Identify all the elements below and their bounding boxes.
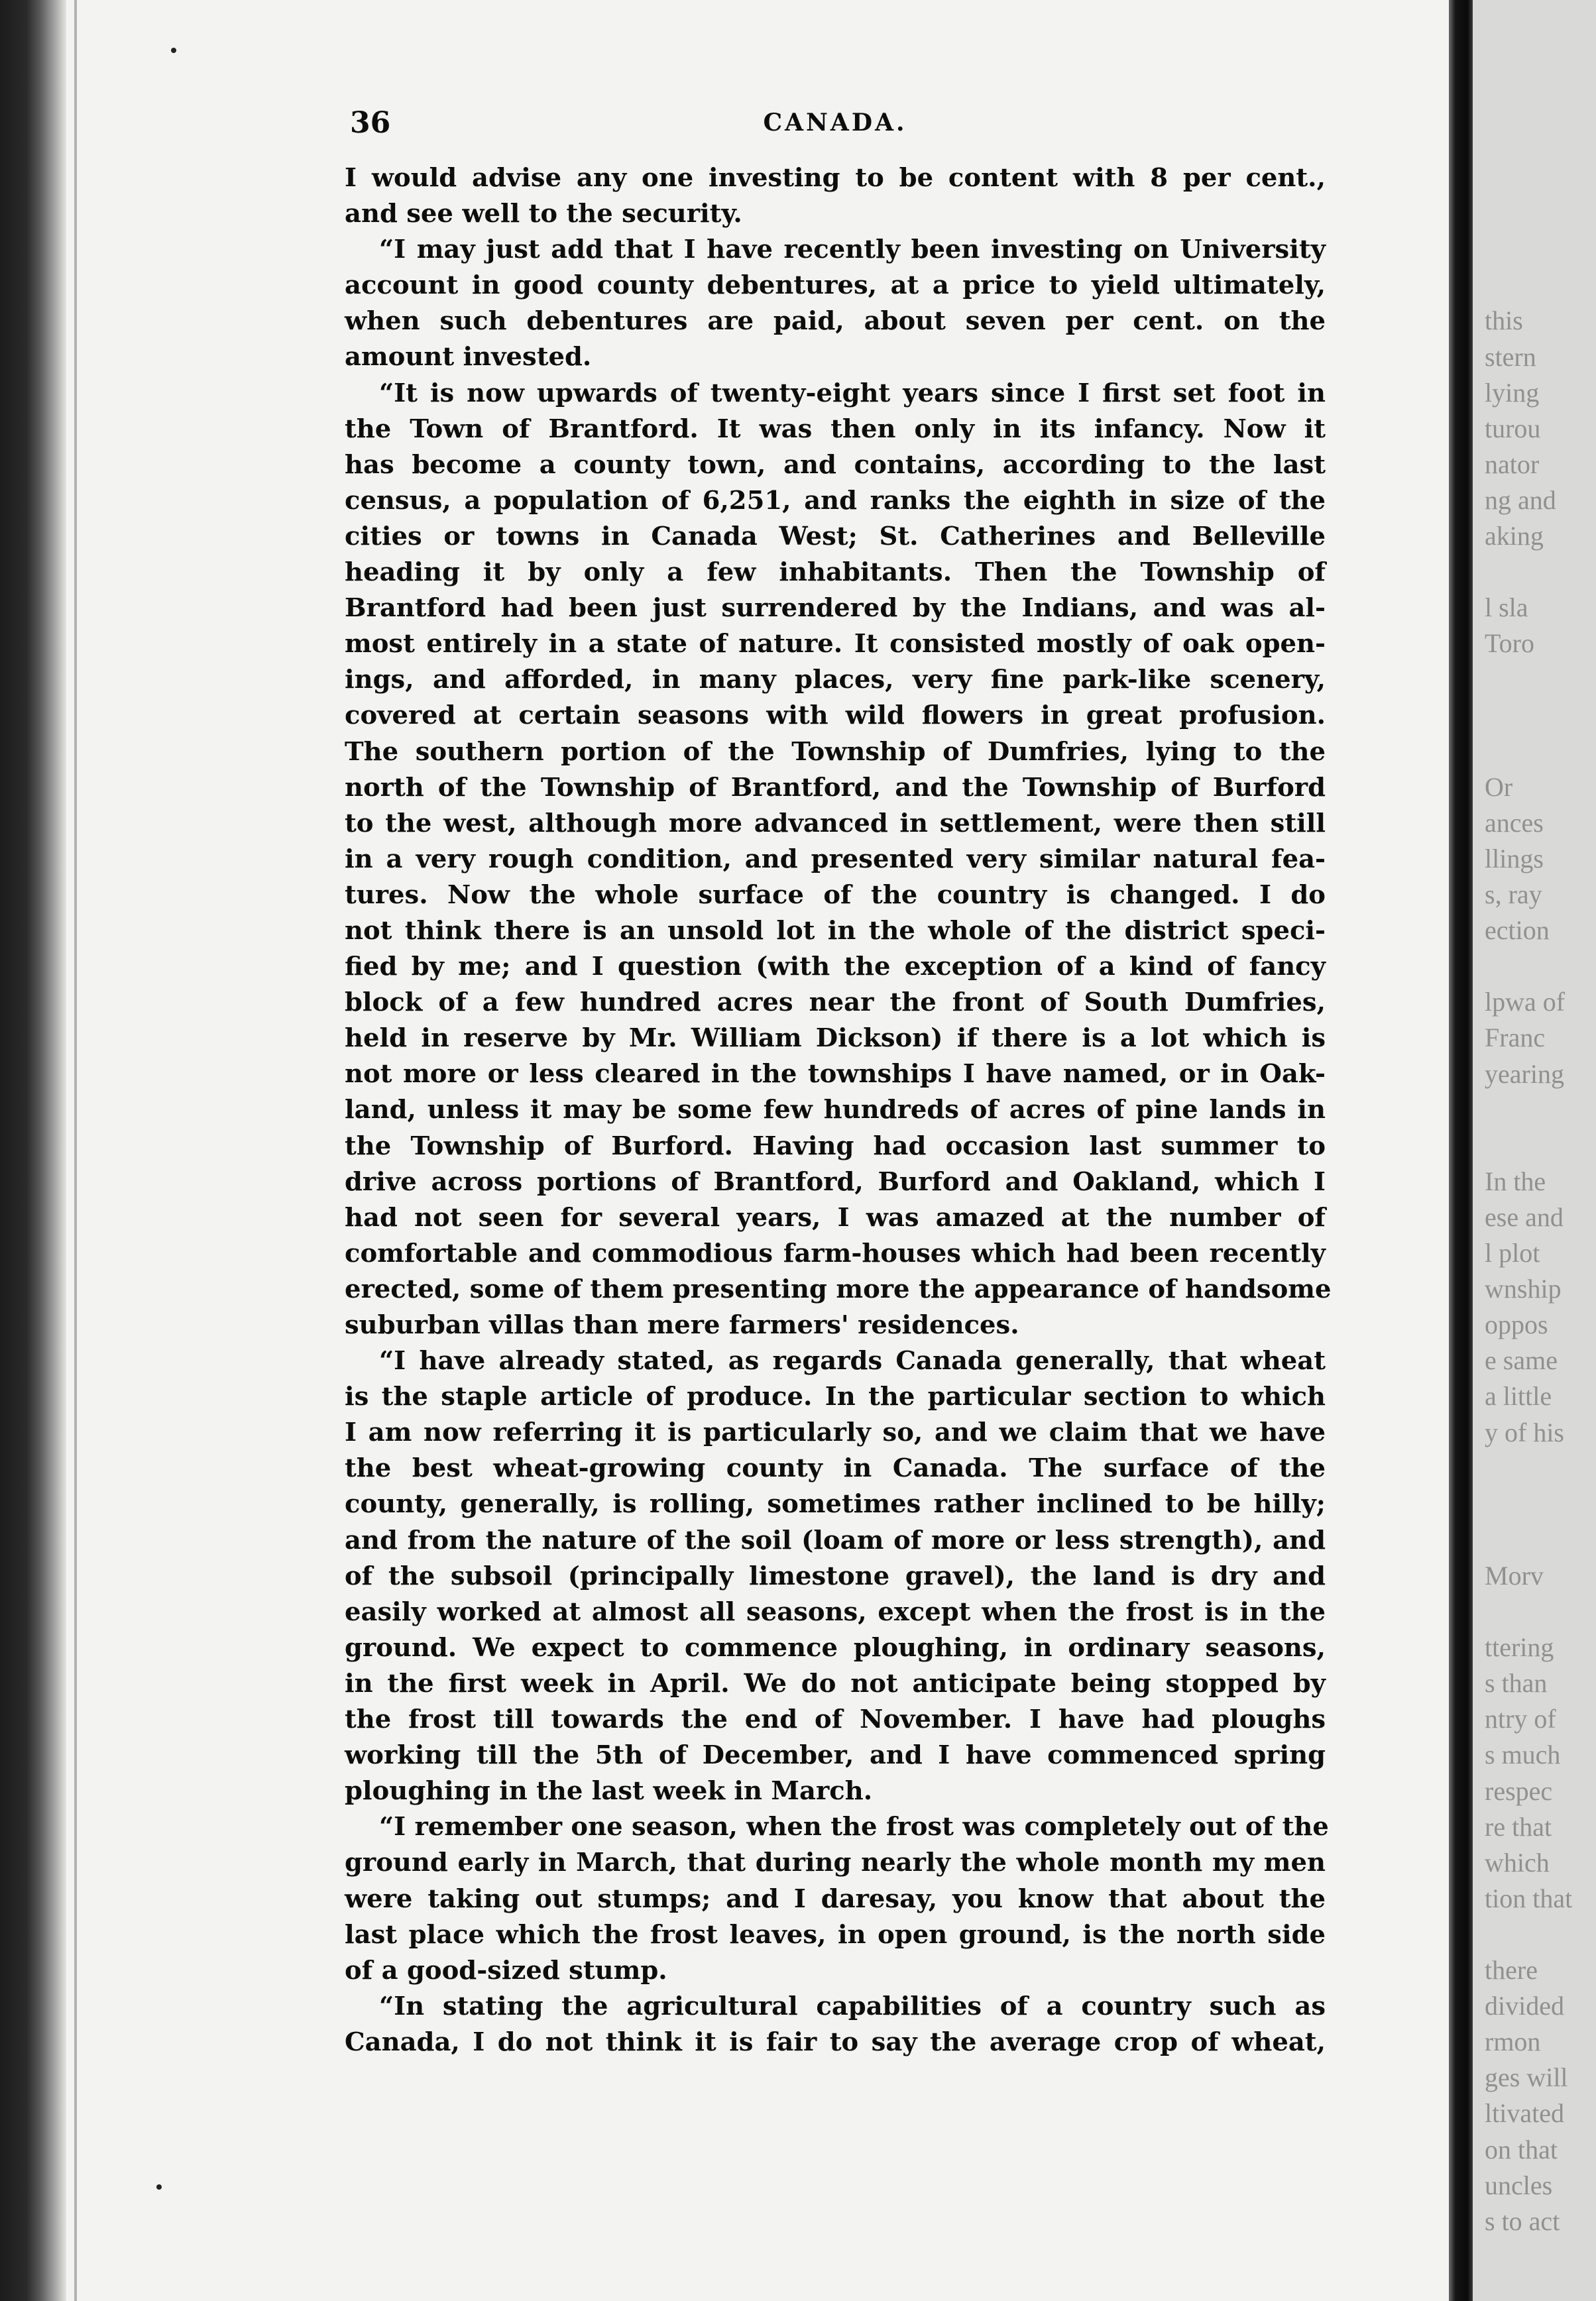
text-line: last place which the frost leaves, in open ground, is the north side (345, 1919, 1326, 1950)
facing-page-text-fragment: Or (1485, 771, 1513, 802)
facing-page-text-fragment: aking (1485, 521, 1544, 551)
text-line: Brantford had been just surrendered by the Indians, and was al- (345, 593, 1326, 624)
text-line: suburban villas than mere farmers' residences. (345, 1310, 1019, 1340)
text-line: in a very rough condition, and presented very similar natural fea- (345, 844, 1326, 874)
facing-page-text-fragment: wnship (1485, 1274, 1562, 1304)
text-line: drive across portions of Brantford, Burford and Oakland, which I (345, 1166, 1326, 1197)
text-line: held in reserve by Mr. William Dickson) if there is a lot which is (345, 1023, 1326, 1054)
text-line: working till the 5th of December, and I have commenced spring (345, 1740, 1326, 1771)
text-line: of the subsoil (principally limestone gravel), the land is dry and (345, 1561, 1326, 1591)
text-line: and see well to the security. (345, 199, 742, 229)
facing-page-text-fragment: which (1485, 1847, 1550, 1878)
text-line: “I may just add that I have recently been investing on University (379, 235, 1326, 265)
facing-page-text-fragment: s to act (1485, 2206, 1560, 2236)
scan-speck (171, 48, 176, 53)
facing-page-text-fragment: rmon (1485, 2027, 1541, 2057)
text-line: land, unless it may be some few hundreds of acres of pine lands in (345, 1095, 1326, 1125)
text-line: the best wheat-growing county in Canada. The surface of the (345, 1453, 1326, 1484)
text-line: ploughing in the last week in March. (345, 1776, 873, 1807)
facing-page-text-fragment: In the (1485, 1166, 1546, 1196)
facing-page-text-fragment: tion that (1485, 1883, 1573, 1913)
book-page (345, 106, 1332, 2060)
text-line: has become a county town, and contains, according to the last (345, 449, 1326, 480)
facing-page-text-fragment: divided (1485, 1991, 1564, 2021)
text-line: ings, and afforded, in many places, very fine park-like scenery, (345, 665, 1326, 695)
facing-page-text-fragment: stern (1485, 341, 1536, 372)
text-line: “I remember one season, when the frost was completely out of the (379, 1812, 1329, 1842)
facing-page-text-fragment: ese and (1485, 1202, 1564, 1232)
text-line: county, generally, is rolling, sometimes rather inclined to be hilly; (345, 1489, 1326, 1520)
text-line: is the staple article of produce. In the particular section to which (345, 1382, 1326, 1412)
facing-page-text-fragment: ection (1485, 915, 1550, 946)
facing-page-fragment (1473, 0, 1596, 2301)
facing-page-text-fragment: ng and (1485, 484, 1556, 515)
text-line: easily worked at almost all seasons, except when the frost is in the (345, 1597, 1326, 1627)
text-line: when such debentures are paid, about seven per cent. on the (345, 306, 1326, 337)
text-line: ground. We expect to commence ploughing, in ordinary seasons, (345, 1632, 1326, 1663)
text-line: block of a few hundred acres near the front of South Dumfries, (345, 987, 1326, 1018)
scan-speck (156, 2184, 162, 2190)
facing-page-text-fragment: lying (1485, 377, 1540, 408)
text-line: census, a population of 6,251, and ranks the eighth in size of the (345, 485, 1326, 516)
page-header (345, 106, 1326, 146)
text-line: in the first week in April. We do not anticipate being stopped by (345, 1668, 1326, 1699)
facing-page-text-fragment: ltivated (1485, 2098, 1564, 2129)
facing-page-text-fragment: a little (1485, 1381, 1552, 1412)
facing-page-text-fragment: yearing (1485, 1058, 1564, 1089)
text-line: I am now referring it is particularly so, and we claim that we have (345, 1418, 1326, 1448)
body-text (345, 160, 1332, 2060)
facing-page-text-fragment: there (1485, 1955, 1538, 1985)
facing-page-text-fragment: on that (1485, 2134, 1558, 2164)
text-line: were taking out stumps; and I daresay, you know that about the (345, 1883, 1326, 1914)
facing-page-text-fragment: ges will (1485, 2062, 1568, 2093)
text-line: “I have already stated, as regards Canada generally, that wheat (379, 1346, 1326, 1376)
facing-page-text-fragment: ntry of (1485, 1704, 1556, 1734)
facing-page-text-fragment: Morv (1485, 1560, 1544, 1591)
facing-page-text-fragment: s than (1485, 1668, 1548, 1699)
facing-page-text-fragment: Toro (1485, 628, 1534, 659)
text-line: covered at certain seasons with wild flowers in great profusion. (345, 701, 1326, 731)
text-line: cities or towns in Canada West; St. Catherines and Belleville (345, 521, 1326, 551)
facing-page-text-fragment: l sla (1485, 592, 1528, 623)
facing-page-text-fragment: ttering (1485, 1632, 1554, 1663)
text-line: most entirely in a state of nature. It consisted mostly of oak open- (345, 629, 1326, 659)
text-line: the Town of Brantford. It was then only in its infancy. Now it (345, 414, 1326, 444)
text-line: the frost till towards the end of November. I have had ploughs (345, 1705, 1326, 1735)
text-line: ground early in March, that during nearly the whole month my men (345, 1848, 1326, 1878)
text-line: of a good-sized stump. (345, 1955, 667, 1986)
text-line: heading it by only a few inhabitants. Then the Township of (345, 557, 1326, 588)
text-line: fied by me; and I question (with the exception of a kind of fancy (345, 952, 1326, 982)
text-line: tures. Now the whole surface of the country is changed. I do (345, 879, 1326, 910)
text-line: had not seen for several years, I was amazed at the number of (345, 1202, 1326, 1233)
text-line: to the west, although more advanced in settlement, were then still (345, 808, 1326, 838)
facing-page-text-fragment: e same (1485, 1345, 1558, 1376)
text-line: account in good county debentures, at a price to yield ultimately, (345, 270, 1326, 301)
text-line: The southern portion of the Township of Dumfries, lying to the (345, 736, 1326, 767)
facing-page-text-fragment: uncles (1485, 2170, 1553, 2200)
text-line: not more or less cleared in the townships I have named, or in Oak- (345, 1059, 1326, 1090)
facing-page-text-fragment: oppos (1485, 1310, 1548, 1340)
text-line: not think there is an unsold lot in the whole of the district speci- (345, 915, 1326, 946)
text-line: Canada, I do not think it is fair to say the average crop of wheat, (345, 2027, 1326, 2057)
facing-page-text-fragment: s, ray (1485, 879, 1542, 909)
page-edge-shadow (74, 0, 77, 2301)
book-binding-edge (0, 0, 66, 2301)
facing-page-text-fragment: lpwa of (1485, 987, 1566, 1017)
page-number: 36 (350, 106, 391, 140)
facing-page-text-fragment: respec (1485, 1775, 1553, 1806)
facing-page-text-fragment: y of his (1485, 1417, 1564, 1447)
facing-page-text-fragment: llings (1485, 843, 1544, 873)
facing-page-text-fragment: nator (1485, 449, 1540, 479)
facing-page-text-fragment: l plot (1485, 1238, 1540, 1268)
text-line: “It is now upwards of twenty-eight years since I first set foot in (379, 378, 1326, 408)
text-line: “In stating the agricultural capabilities of a country such as (379, 1991, 1326, 2021)
facing-page-text-fragment: s much (1485, 1740, 1561, 1770)
text-line: amount invested. (345, 342, 592, 372)
text-line: and from the nature of the soil (loam of more or less strength), and (345, 1525, 1326, 1555)
facing-page-text-fragment: ances (1485, 807, 1544, 838)
text-line: comfortable and commodious farm-houses which had been recently (345, 1238, 1326, 1268)
facing-page-text-fragment: turou (1485, 413, 1541, 443)
running-head: CANADA. (763, 109, 907, 137)
facing-page-text-fragment: this (1485, 306, 1523, 336)
facing-page-text-fragment: Franc (1485, 1023, 1546, 1053)
text-line: north of the Township of Brantford, and the Township of Burford (345, 772, 1326, 803)
text-line: erected, some of them presenting more the appearance of handsome (345, 1274, 1332, 1304)
text-line: the Township of Burford. Having had occasion last summer to (345, 1131, 1326, 1161)
facing-page-text-fragment: re that (1485, 1811, 1552, 1842)
book-gutter (1449, 0, 1473, 2301)
text-line: I would advise any one investing to be content with 8 per cent., (345, 163, 1326, 193)
